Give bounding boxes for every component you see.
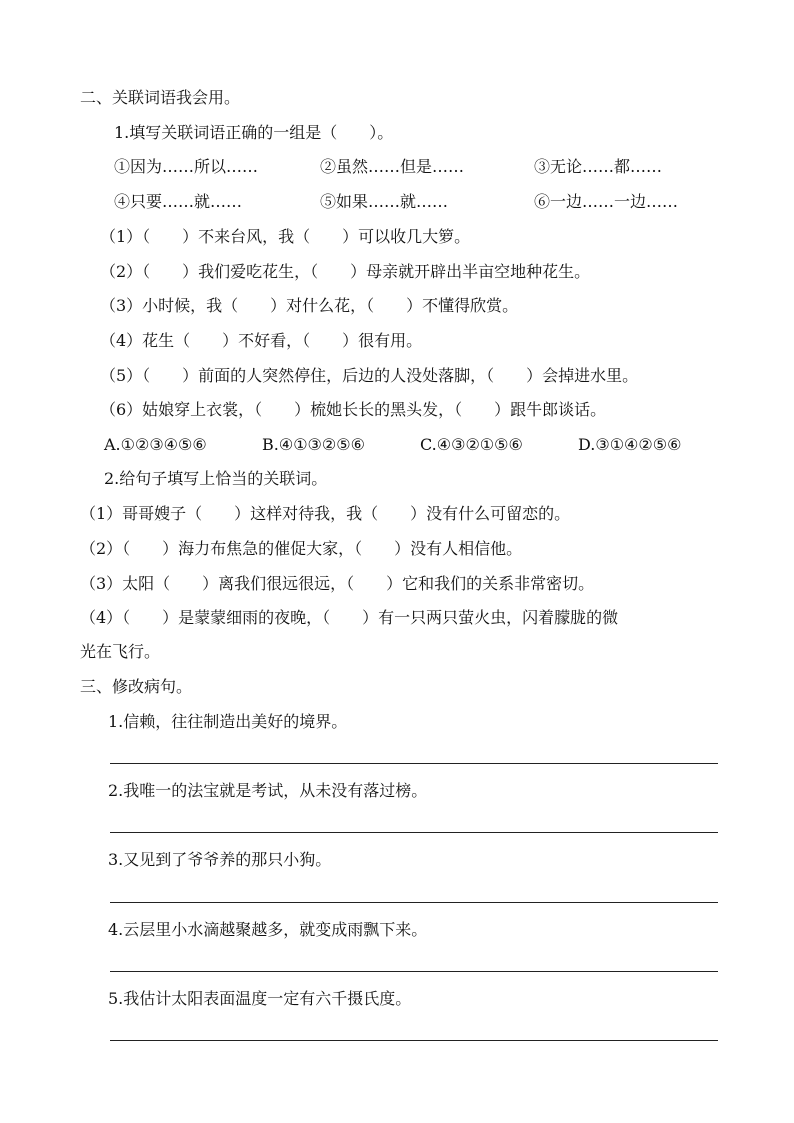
q2-item-4-continued: 光在飞行。 (80, 642, 161, 661)
q2-item-4: （4）（ ）是蒙蒙细雨的夜晚，（ ）有一只两只萤火虫，闪着朦胧的微 (80, 608, 619, 627)
q2-item-1: （1）哥哥嫂子（ ）这样对待我，我（ ）没有什么可留恋的。 (80, 504, 571, 523)
option-3: ③无论……都…… (534, 157, 663, 176)
q1-item-1: （1）（ ）不来台风，我（ ）可以收几大箩。 (100, 227, 471, 246)
section-heading-3: 三、修改病句。 (80, 677, 193, 696)
answer-line-1[interactable] (110, 763, 718, 764)
q1-item-4: （4）花生（ ）不好看，（ ）很有用。 (100, 331, 423, 350)
option-4: ④只要……就…… (114, 192, 243, 211)
q2-item-3: （3）太阳（ ）离我们很远很远，（ ）它和我们的关系非常密切。 (80, 574, 595, 593)
correction-item-1: 1.信赖，往往制造出美好的境界。 (108, 712, 348, 731)
correction-item-2: 2.我唯一的法宝就是考试，从未没有落过榜。 (108, 781, 428, 800)
correction-item-3: 3.又见到了爷爷养的那只小狗。 (108, 850, 332, 869)
answer-line-3[interactable] (110, 902, 718, 903)
q2-item-2: （2）（ ）海力布焦急的催促大家，（ ）没有人相信他。 (80, 539, 523, 558)
option-5: ⑤如果……就…… (320, 192, 449, 211)
choice-d: D.③①④②⑤⑥ (578, 435, 682, 454)
option-2: ②虽然……但是…… (320, 157, 465, 176)
answer-line-2[interactable] (110, 832, 718, 833)
choice-c: C.④③②①⑤⑥ (420, 435, 523, 454)
choice-a: A.①②③④⑤⑥ (104, 435, 207, 454)
answer-line-4[interactable] (110, 971, 718, 972)
option-1: ①因为……所以…… (114, 157, 259, 176)
q1-item-5: （5）（ ）前面的人突然停住，后边的人没处落脚，（ ）会掉进水里。 (100, 366, 639, 385)
q1-item-2: （2）（ ）我们爱吃花生，（ ）母亲就开辟出半亩空地种花生。 (100, 262, 591, 281)
option-6: ⑥一边……一边…… (534, 192, 679, 211)
q1-item-3: （3）小时候，我（ ）对什么花，（ ）不懂得欣赏。 (100, 296, 519, 315)
q1-item-6: （6）姑娘穿上衣裳，（ ）梳她长长的黑头发，（ ）跟牛郎谈话。 (100, 400, 607, 419)
question-2-stem: 2.给句子填写上恰当的关联词。 (104, 469, 328, 488)
correction-item-5: 5.我估计太阳表面温度一定有六千摄氏度。 (108, 989, 412, 1008)
question-1-stem: 1.填写关联词语正确的一组是（ ）。 (114, 123, 394, 142)
choice-b: B.④①③②⑤⑥ (262, 435, 365, 454)
section-heading-2: 二、关联词语我会用。 (80, 88, 241, 107)
correction-item-4: 4.云层里小水滴越聚越多，就变成雨飘下来。 (108, 920, 428, 939)
answer-line-5[interactable] (110, 1040, 718, 1041)
